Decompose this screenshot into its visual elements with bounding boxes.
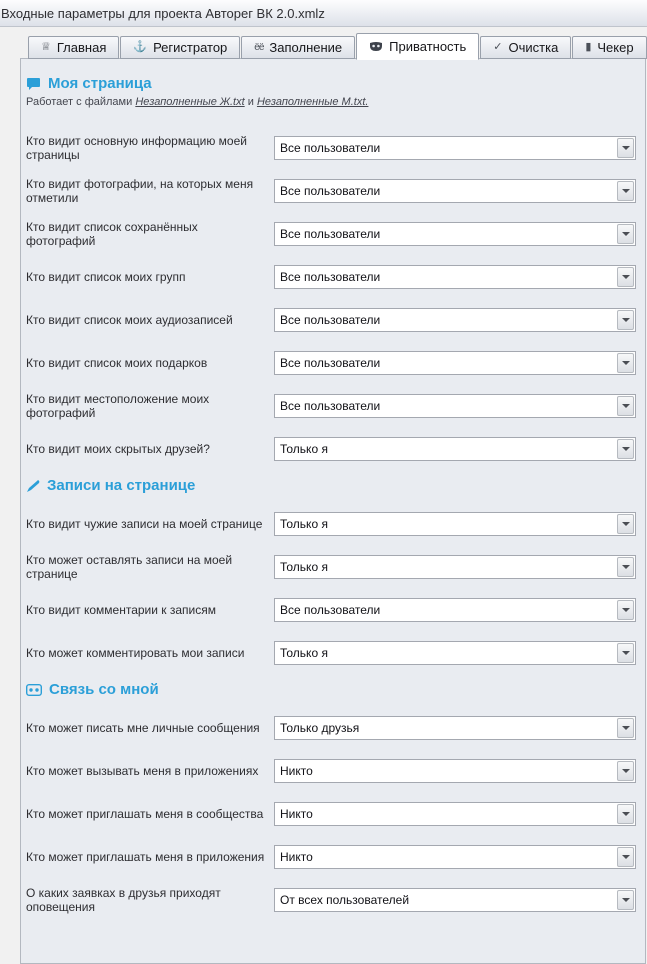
dropdown-arrow-button[interactable]: [617, 600, 634, 620]
dropdown-arrow-button[interactable]: [617, 643, 634, 663]
dropdown-value: Только я: [280, 442, 328, 456]
privacy-row: [26, 391, 636, 421]
page-icon: [26, 77, 41, 91]
dropdown-value: Все пользователи: [280, 313, 381, 327]
note-text: и: [244, 96, 257, 108]
section-title: Моя страница: [48, 75, 152, 92]
crown-icon: ♕: [41, 41, 51, 53]
tab-glavnaya[interactable]: [28, 36, 119, 59]
anchor-icon: ⚓: [133, 41, 148, 53]
privacy-row: [26, 305, 636, 335]
section-contact-me: [26, 681, 636, 698]
section-wall-posts: [26, 477, 636, 494]
tab-registrator[interactable]: [120, 36, 240, 59]
dropdown-arrow-button[interactable]: [617, 267, 634, 287]
tab-label: Заполнение: [269, 40, 343, 55]
tab-label: Чекер: [597, 40, 634, 55]
row-label: Кто может приглашать меня в приложения: [26, 850, 265, 864]
dropdown-value: Только я: [280, 517, 328, 531]
tab-zapolnenie[interactable]: [241, 36, 355, 59]
section-title: Записи на странице: [47, 477, 196, 494]
privacy-row: [26, 434, 636, 464]
row-label: О каких заявках в друзья приходят оповещения: [26, 886, 221, 914]
dropdown-arrow-button[interactable]: [617, 396, 634, 416]
dropdown-value: Только я: [280, 646, 328, 660]
dropdown-can-comment[interactable]: [274, 641, 636, 665]
dropdown-arrow-button[interactable]: [617, 804, 634, 824]
dropdown-others-posts[interactable]: [274, 512, 636, 536]
privacy-row: [26, 885, 636, 915]
row-label: Кто видит основную информацию моей страницы: [26, 134, 247, 162]
dropdown-arrow-button[interactable]: [617, 890, 634, 910]
dropdown-value: Все пользователи: [280, 603, 381, 617]
checker-icon: ▮: [585, 41, 592, 53]
dropdown-value: Никто: [280, 807, 313, 821]
chevron-down-icon: [622, 898, 630, 902]
chevron-down-icon: [622, 726, 630, 730]
privacy-row: [26, 176, 636, 206]
contact-icon: [26, 684, 42, 696]
dropdown-arrow-button[interactable]: [617, 761, 634, 781]
row-label: Кто может комментировать мои записи: [26, 646, 245, 660]
dropdown-saved-photos[interactable]: [274, 222, 636, 246]
row-label: Кто может вызывать меня в приложениях: [26, 764, 259, 778]
chevron-down-icon: [622, 318, 630, 322]
chevron-down-icon: [622, 608, 630, 612]
privacy-row: [26, 713, 636, 743]
privacy-row: [26, 509, 636, 539]
dropdown-gifts-list[interactable]: [274, 351, 636, 375]
dropdown-arrow-button[interactable]: [617, 181, 634, 201]
dropdown-groups-list[interactable]: [274, 265, 636, 289]
privacy-tab-page: [20, 58, 646, 964]
works-with-files-note: [26, 96, 636, 108]
file-link-female[interactable]: Незаполненные Ж.txt: [135, 96, 245, 108]
row-label: Кто видит список сохранённых фотографий: [26, 220, 198, 248]
row-label: Кто видит комментарии к записям: [26, 603, 216, 617]
privacy-row: [26, 348, 636, 378]
dropdown-value: Никто: [280, 764, 313, 778]
privacy-row: [26, 638, 636, 668]
dropdown-friend-request-notifications[interactable]: [274, 888, 636, 912]
dropdown-community-invites[interactable]: [274, 802, 636, 826]
privacy-row: [26, 552, 636, 582]
tab-label: Очистка: [508, 40, 559, 55]
dropdown-main-info[interactable]: [274, 136, 636, 160]
dropdown-value: Все пользователи: [280, 399, 381, 413]
row-label: Кто видит чужие записи на моей странице: [26, 517, 263, 531]
chevron-down-icon: [622, 565, 630, 569]
chevron-down-icon: [622, 146, 630, 150]
dropdown-see-comments[interactable]: [274, 598, 636, 622]
dropdown-app-invites[interactable]: [274, 845, 636, 869]
row-label: Кто видит список моих подарков: [26, 356, 208, 370]
dropdown-value: Никто: [280, 850, 313, 864]
tab-label: Приватность: [389, 39, 467, 54]
chevron-down-icon: [622, 855, 630, 859]
chevron-down-icon: [622, 232, 630, 236]
dropdown-arrow-button[interactable]: [617, 557, 634, 577]
dropdown-app-calls[interactable]: [274, 759, 636, 783]
tab-label: Главная: [56, 40, 107, 55]
dropdown-value: От всех пользователей: [280, 893, 410, 907]
row-label: Кто видит список моих аудиозаписей: [26, 313, 233, 327]
dropdown-tagged-photos[interactable]: [274, 179, 636, 203]
dropdown-arrow-button[interactable]: [617, 353, 634, 373]
pen-icon: [26, 479, 40, 493]
privacy-row: [26, 756, 636, 786]
privacy-row: [26, 219, 636, 249]
dropdown-arrow-button[interactable]: [617, 138, 634, 158]
dropdown-hidden-friends[interactable]: [274, 437, 636, 461]
dropdown-arrow-button[interactable]: [617, 224, 634, 244]
chevron-down-icon: [622, 522, 630, 526]
privacy-row: [26, 133, 636, 163]
dropdown-value: Только друзья: [280, 721, 360, 735]
glasses-icon: ёё: [254, 41, 264, 53]
window-titlebar: [0, 0, 647, 27]
dropdown-value: Только я: [280, 560, 328, 574]
chevron-down-icon: [622, 361, 630, 365]
row-label: Кто видит список моих групп: [26, 270, 186, 284]
mask-icon: [369, 42, 383, 52]
dropdown-value: Все пользователи: [280, 270, 381, 284]
tab-label: Регистратор: [153, 40, 228, 55]
file-link-male[interactable]: Незаполненные М.txt.: [256, 96, 369, 108]
dropdown-arrow-button[interactable]: [617, 439, 634, 459]
row-label: Кто может приглашать меня в сообщества: [26, 807, 264, 821]
note-text: Работает с файлами: [26, 96, 136, 108]
section-my-page: [26, 75, 636, 92]
dropdown-arrow-button[interactable]: [617, 310, 634, 330]
row-label: Кто может писать мне личные сообщения: [26, 721, 260, 735]
tab-privatnost[interactable]: [356, 33, 479, 60]
chevron-down-icon: [622, 447, 630, 451]
chevron-down-icon: [622, 404, 630, 408]
tab-ochistka[interactable]: [480, 36, 571, 59]
privacy-row: [26, 842, 636, 872]
row-label: Кто видит местоположение моих фотографий: [26, 392, 210, 420]
dropdown-value: Все пользователи: [280, 184, 381, 198]
chevron-down-icon: [622, 651, 630, 655]
tab-cheker[interactable]: [572, 36, 646, 59]
chevron-down-icon: [622, 812, 630, 816]
check-icon: ✓: [493, 41, 503, 53]
row-label: Кто может оставлять записи на моей странице: [26, 553, 233, 581]
dropdown-arrow-button[interactable]: [617, 718, 634, 738]
chevron-down-icon: [622, 189, 630, 193]
dropdown-audio-list[interactable]: [274, 308, 636, 332]
row-label: Кто видит моих скрытых друзей?: [26, 442, 210, 456]
chevron-down-icon: [622, 769, 630, 773]
section-title: Связь со мной: [49, 681, 159, 698]
window-title: Входные параметры для проекта Авторег ВК 2.0.xmlz: [1, 5, 325, 21]
tab-strip: [28, 34, 647, 59]
dropdown-private-messages[interactable]: [274, 716, 636, 740]
dropdown-value: Все пользователи: [280, 356, 381, 370]
privacy-row: [26, 262, 636, 292]
dropdown-photo-location[interactable]: [274, 394, 636, 418]
chevron-down-icon: [622, 275, 630, 279]
dropdown-arrow-button[interactable]: [617, 514, 634, 534]
dropdown-arrow-button[interactable]: [617, 847, 634, 867]
row-label: Кто видит фотографии, на которых меня отметили: [26, 177, 254, 205]
dropdown-value: Все пользователи: [280, 141, 381, 155]
privacy-row: [26, 799, 636, 829]
dropdown-value: Все пользователи: [280, 227, 381, 241]
privacy-row: [26, 595, 636, 625]
dropdown-can-post[interactable]: [274, 555, 636, 579]
